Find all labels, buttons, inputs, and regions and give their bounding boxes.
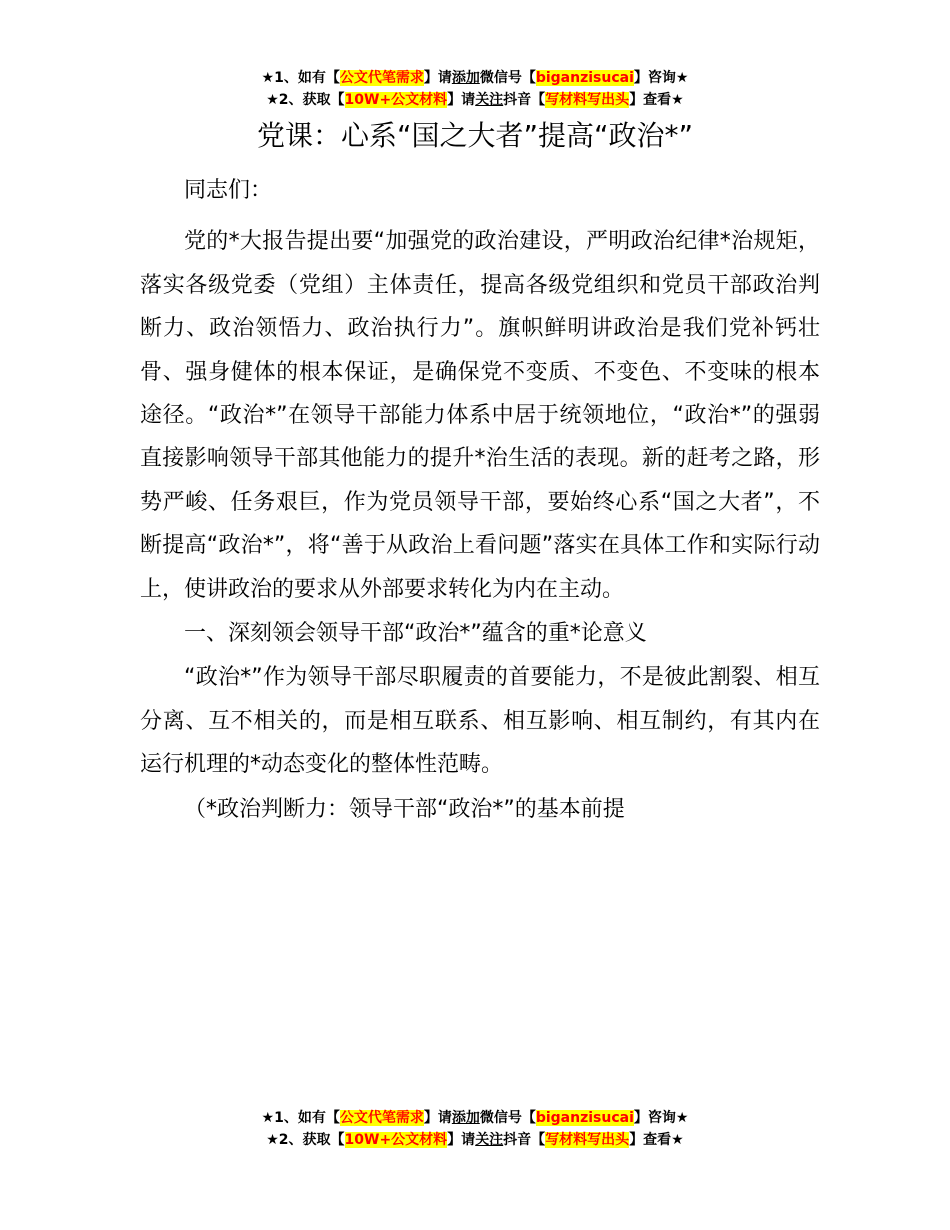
underlined-word: 添加 (451, 70, 480, 86)
highlight-service: 公文代笔需求 (339, 1110, 424, 1126)
body-paragraph: 党的*大报告提出要“加强党的政治建设，严明政治纪律*治规矩，落实各级党委（党组）主体责任，提高各级党组织和党员干部政治判断力、政治领悟力、政治执行力”。旗帜鲜明讲政治是我们党补钙壮骨、强身健体的根本保证，是确保党不变质、不变色、不变味的根本途径。“政治*”在领导干部能力体系中居于统领地位，“政治*”的强弱直接影响领导干部其他能力的提升*治生活的表现。新的赶考之路，形势严峻、任务艰巨，作为党员领导干部，要始终心系“国之大者”，不断提高“政治*”，将“善于从政治上看问题”落实在具体工作和实际行动上，使讲政治的要求从外部要求转化为内在主动。 (140, 229, 820, 602)
banner-text: 】咨询★ (633, 1110, 689, 1126)
banner-line-2 (0, 89, 950, 111)
header-banner (0, 67, 950, 111)
banner-line-2 (0, 1129, 950, 1151)
underlined-word: 添加 (451, 1110, 480, 1126)
banner-text: 】请 (447, 1132, 476, 1148)
banner-text: 】查看★ (629, 1132, 684, 1148)
subsection-heading: （*政治判断力：领导干部“政治*”的基本前提 (184, 796, 625, 822)
footer-banner (0, 1107, 950, 1151)
banner-text: 微信号【 (479, 1110, 536, 1126)
banner-line-1 (0, 67, 950, 89)
underlined-word: 关注 (475, 1132, 504, 1148)
banner-text: 】请 (447, 92, 476, 108)
document-body (140, 169, 820, 832)
section-heading: 一、深刻领会领导干部“政治*”蕴含的重*论意义 (184, 621, 647, 647)
highlight-wechat-id: biganzisucai (535, 70, 634, 86)
banner-text: 】请 (423, 1110, 452, 1126)
banner-text: ★1、如有【 (261, 1110, 340, 1126)
highlight-douyin-account: 写材料写出头 (545, 92, 630, 108)
banner-text: 抖音【 (503, 1132, 546, 1148)
highlight-douyin-account: 写材料写出头 (545, 1132, 630, 1148)
banner-text: 】请 (423, 70, 452, 86)
banner-text: 】咨询★ (633, 70, 689, 86)
document-title: 党课：心系“国之大者”提高“政治*” (256, 119, 694, 152)
underlined-word: 关注 (475, 92, 504, 108)
highlight-service: 公文代笔需求 (339, 70, 424, 86)
banner-text: 抖音【 (503, 92, 546, 108)
highlight-materials: 10W+公文材料 (344, 1132, 448, 1148)
banner-text: ★2、获取【 (266, 1132, 345, 1148)
banner-text: 】查看★ (629, 92, 684, 108)
salutation: 同志们： (184, 178, 273, 203)
banner-text: ★1、如有【 (261, 70, 340, 86)
banner-line-1 (0, 1107, 950, 1129)
body-paragraph: “政治*”作为领导干部尽职履责的首要能力，不是彼此割裂、相互分离、互不相关的，而是相互联系、相互影响、相互制约，有其内在运行机理的*动态变化的整体性范畴。 (140, 665, 820, 778)
highlight-materials: 10W+公文材料 (344, 92, 448, 108)
highlight-wechat-id: biganzisucai (535, 1110, 634, 1126)
banner-text: 微信号【 (479, 70, 536, 86)
banner-text: ★2、获取【 (266, 92, 345, 108)
